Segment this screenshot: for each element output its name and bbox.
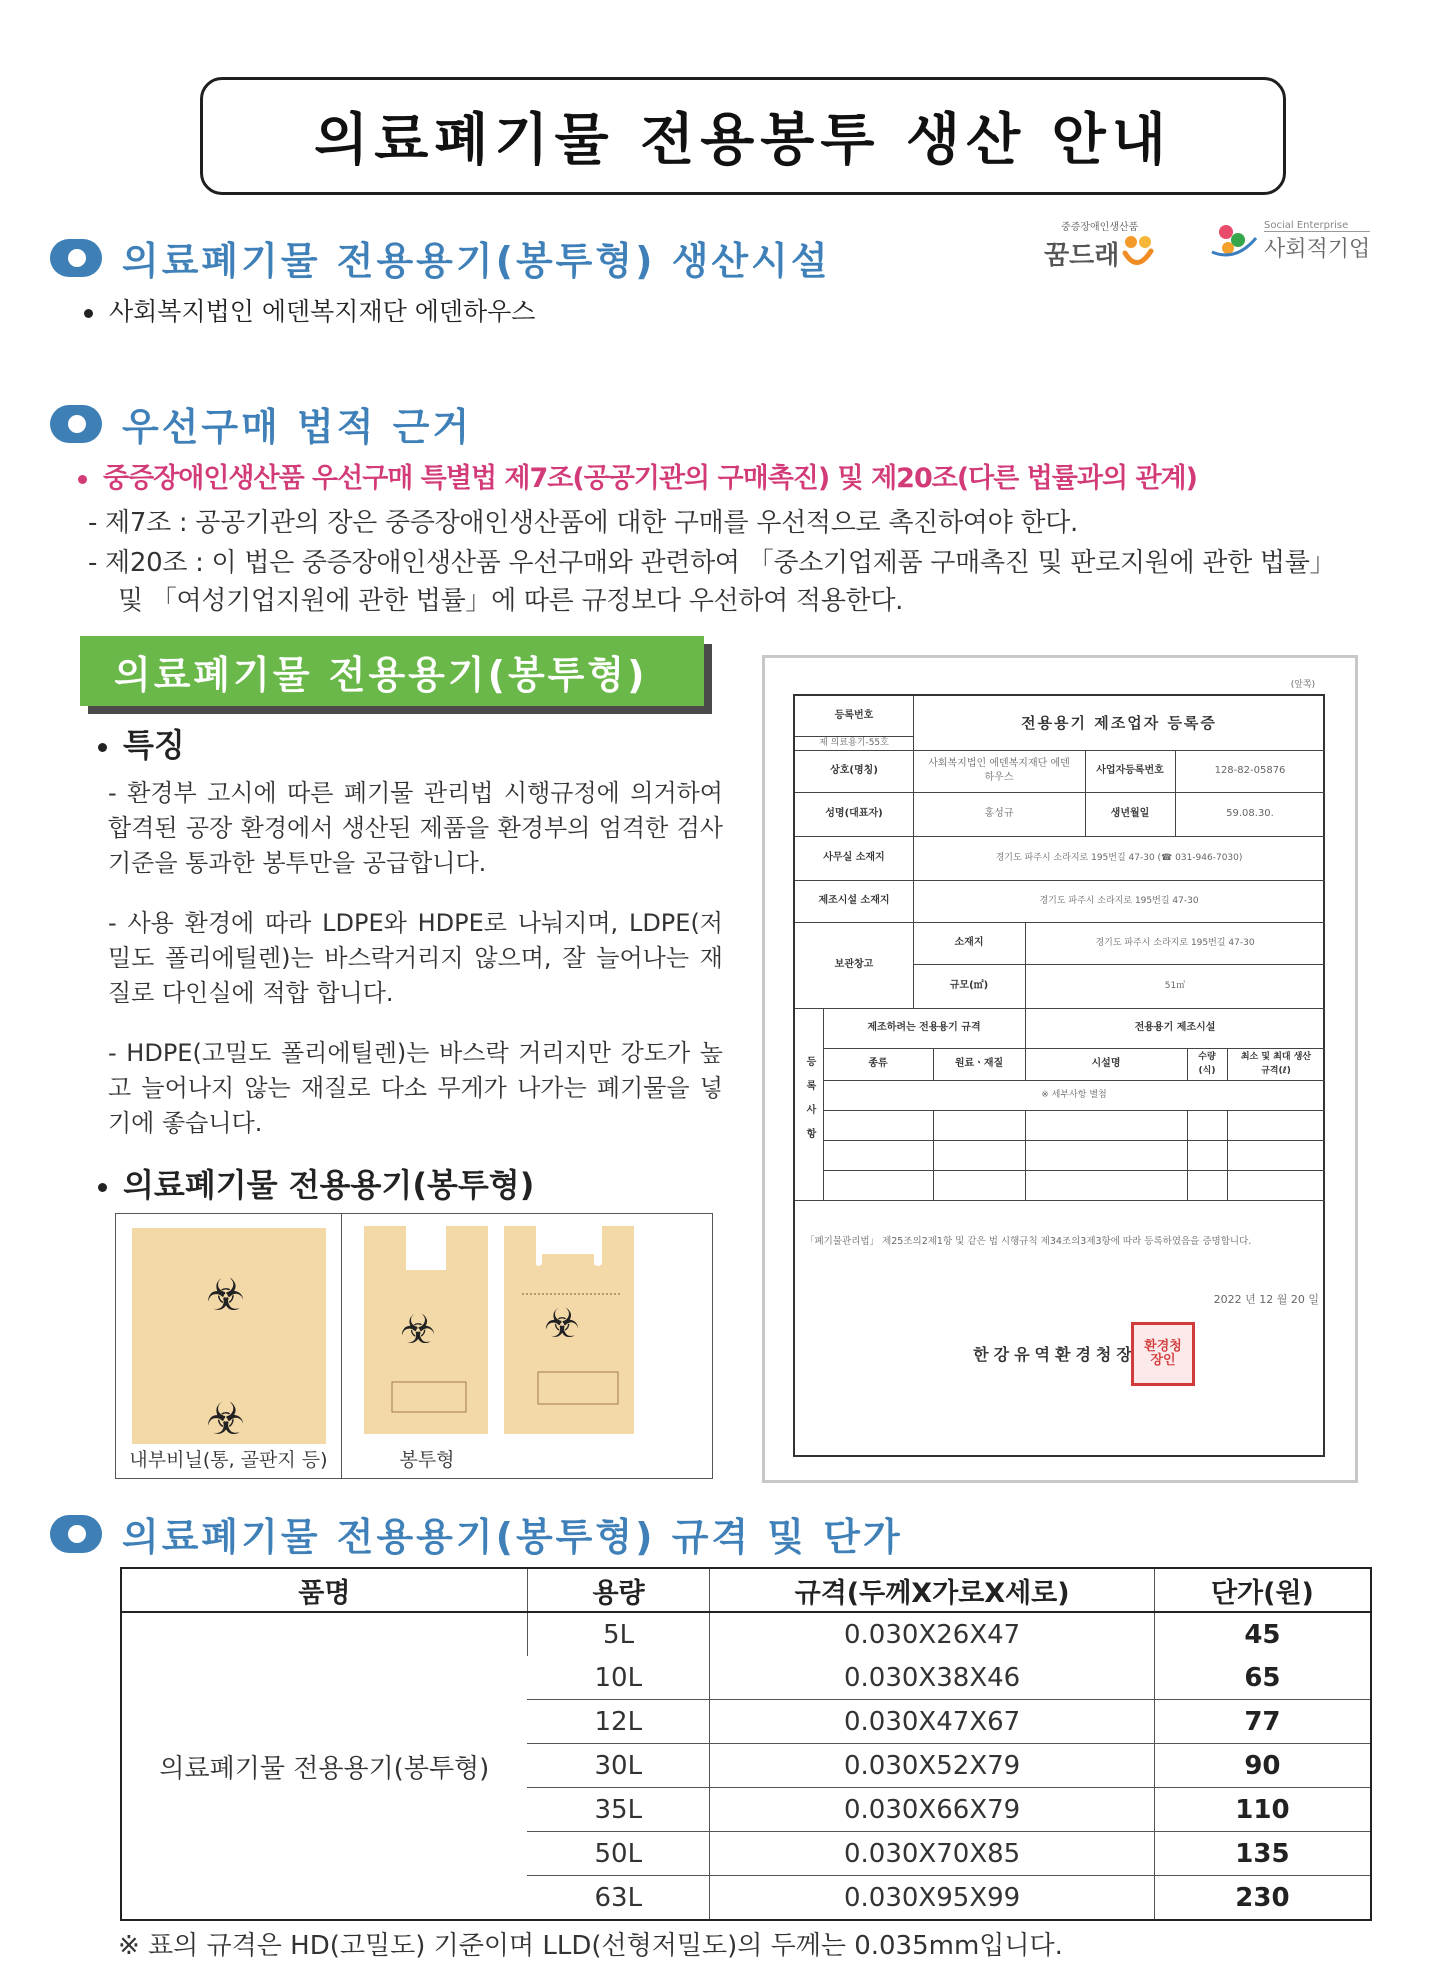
dreamdrae-sub: 중증장애인생산품 xyxy=(1061,222,1139,233)
cert-grid xyxy=(793,694,1325,1457)
cert-storage-loc-value: 경기도 파주시 소라지로 195번길 47-30 xyxy=(1095,938,1255,948)
cert-spec-label: 제조하려는 전용용기 규격 xyxy=(867,1022,981,1033)
law-heading: 우선구매 법적 근거 xyxy=(50,396,472,451)
table-row: 30L 0.030X52X79 90 xyxy=(121,1744,1371,1788)
feature-3: - HDPE(고밀도 폴리에틸렌)는 바스락 거리지만 강도가 높고 늘어나지 않는 재질로 다소 무게가 나가는 폐기물을 넣기에 좋습니다. xyxy=(108,1039,723,1137)
cert-company-value: 사회복지법인 에덴복지재단 에덴하우스 xyxy=(928,758,1070,783)
law-article-20-cont: 및 「여성기업지원에 관한 법률」에 따른 규정보다 우선하여 적용한다. xyxy=(118,586,904,616)
photo-heading: 의료폐기물 전용용기(봉투형) xyxy=(98,1160,534,1206)
facility-heading: 의료폐기물 전용용기(봉투형) 생산시설 xyxy=(50,230,831,285)
table-row: 12L 0.030X47X67 77 xyxy=(121,1700,1371,1744)
photo-inner-liner xyxy=(116,1214,342,1478)
cert-qty-label: 수량(식) xyxy=(1198,1052,1216,1076)
price-table xyxy=(120,1567,1372,1921)
cert-office-value: 경기도 파주시 소라지로 195번길 47-30 (☎ 031-946-7030) xyxy=(995,853,1243,863)
header-spec: 규격(두께X가로X세로) xyxy=(710,1568,1154,1612)
header-price: 단가(원) xyxy=(1154,1568,1371,1612)
cert-storage-size-value: 51㎡ xyxy=(1164,981,1186,991)
cert-storage-size-label: 규모(㎡) xyxy=(949,980,989,991)
social-enterprise-logo xyxy=(1206,218,1370,264)
cert-form-label: (앞쪽) xyxy=(1290,680,1316,690)
product-banner: 의료폐기물 전용용기(봉투형) xyxy=(80,636,704,706)
social-sub: Social Enterprise xyxy=(1264,220,1370,232)
photo-caption-right: 봉투형 xyxy=(399,1449,455,1471)
page-title: 의료폐기물 전용봉투 생산 안내 xyxy=(200,77,1286,195)
bullet-dot-icon xyxy=(78,475,87,484)
cert-dob-label: 생년월일 xyxy=(1110,808,1150,819)
product-name-cell: 의료폐기물 전용용기(봉투형) xyxy=(121,1612,527,1920)
header-capacity: 용량 xyxy=(527,1568,710,1612)
social-enterprise-mark-icon xyxy=(1206,218,1260,264)
cert-issuer: 한강유역환경청장 xyxy=(973,1345,1137,1364)
table-row: 10L 0.030X38X46 65 xyxy=(121,1656,1371,1700)
table-row: 의료폐기물 전용용기(봉투형) 5L 0.030X26X47 45 xyxy=(121,1612,1371,1656)
law-article-20: - 제20조 : 이 법은 중증장애인생산품 우선구매와 관련하여 「중소기업제품 구매촉진 및 판로지원에 관한 법률」 xyxy=(88,548,1336,578)
bullet-dot-icon xyxy=(98,1183,107,1192)
cert-statement: 「폐기물관리법」 제25조의2제1항 및 같은 법 시행규칙 제34조의3제3항에 따라 등록하였음을 증명합니다. xyxy=(805,1236,1252,1247)
biohazard-icon: ☣ xyxy=(544,1301,580,1347)
facility-item: 사회복지법인 에덴복지재단 에덴하우스 xyxy=(84,292,535,328)
section-bullet-icon xyxy=(50,1515,102,1553)
social-name: 사회적기업 xyxy=(1264,236,1371,262)
biohazard-icon: ☣ xyxy=(400,1307,436,1353)
cert-factory-label: 제조시설 소재지 xyxy=(818,895,890,906)
cert-material-label: 원료ㆍ재질 xyxy=(954,1058,1004,1069)
cert-biz-no-label: 사업자등록번호 xyxy=(1096,765,1164,776)
cert-facility-name-label: 시설명 xyxy=(1091,1058,1121,1069)
bag-shapes xyxy=(342,1214,712,1442)
feature-1: - 환경부 고시에 따른 폐기물 관리법 시행규정에 의거하여 합격된 공장 환경에서 생산된 제품을 환경부의 엄격한 검사기준을 통과한 봉투만을 공급합니다. xyxy=(108,779,723,877)
dreamdrae-mark-icon xyxy=(1119,233,1155,273)
cert-office-label: 사무실 소재지 xyxy=(823,852,885,863)
cert-reg-items-label: 등록사항 xyxy=(804,1056,815,1152)
cert-detail-note: ※ 세부사항 별첨 xyxy=(1041,1090,1107,1100)
law-main: 중증장애인생산품 우선구매 특별법 제7조(공공기관의 구매촉진) 및 제20조(다른 법률과의 관계) xyxy=(78,456,1197,495)
cert-kind-label: 종류 xyxy=(868,1058,888,1069)
cert-factory-value: 경기도 파주시 소라지로 195번길 47-30 xyxy=(1039,896,1199,906)
cert-storage-label: 보관창고 xyxy=(834,959,874,970)
cert-date: 2022 년 12 월 20 일 xyxy=(1213,1293,1319,1306)
biohazard-icon: ☣ xyxy=(206,1270,246,1321)
price-heading: 의료폐기물 전용용기(봉투형) 규격 및 단가 xyxy=(50,1506,903,1561)
registration-certificate xyxy=(762,655,1358,1483)
section-bullet-icon xyxy=(50,405,102,443)
cert-reg-no-value: 제 의료용기-55호 xyxy=(819,738,889,748)
law-article-7: - 제7조 : 공공기관의 장은 중증장애인생산품에 대한 구매를 우선적으로 촉진하여야 한다. xyxy=(88,508,1078,538)
official-seal-icon: 환경청장인 xyxy=(1131,1322,1195,1386)
dreamdrae-name: 꿈드래 xyxy=(1044,240,1120,271)
cert-company-label: 상호(명칭) xyxy=(830,765,878,776)
cert-name-label: 성명(대표자) xyxy=(825,808,883,819)
price-table-header xyxy=(121,1568,1371,1612)
cert-storage-loc-label: 소재지 xyxy=(954,937,984,948)
table-row: 50L 0.030X70X85 135 xyxy=(121,1832,1371,1876)
cert-biz-no-value: 128-82-05876 xyxy=(1214,765,1286,776)
cert-capacity-label: 최소 및 최대 생산 규격(ℓ) xyxy=(1240,1052,1312,1076)
section-bullet-icon xyxy=(50,239,102,277)
price-footnote: ※ 표의 규격은 HD(고밀도) 기준이며 LLD(선형저밀도)의 두께는 0.035mm입니다. xyxy=(118,1931,1063,1961)
feature-2: - 사용 환경에 따라 LDPE와 HDPE로 나눠지며, LDPE(저밀도 폴리에틸렌)는 바스락거리지 않으며, 잘 늘어나는 재질로 다인실에 적합 합니다. xyxy=(108,909,723,1007)
features-heading: 특징 xyxy=(98,720,185,766)
photo-bag-type xyxy=(342,1214,712,1478)
header-product: 품명 xyxy=(121,1568,527,1612)
cert-reg-no-label: 등록번호 xyxy=(834,710,874,721)
cert-facility-label: 전용용기 제조시설 xyxy=(1134,1022,1216,1033)
photo-caption-left: 내부비닐(통, 골판지 등) xyxy=(129,1449,328,1471)
dreamdrae-logo xyxy=(1044,218,1155,273)
bullet-dot-icon xyxy=(98,743,107,752)
product-photos xyxy=(115,1213,713,1479)
biohazard-icon: ☣ xyxy=(206,1394,246,1445)
table-row: 35L 0.030X66X79 110 xyxy=(121,1788,1371,1832)
cert-dob-value: 59.08.30. xyxy=(1226,808,1274,819)
bullet-dot-icon xyxy=(84,309,93,318)
cert-title: 전용용기 제조업자 등록증 xyxy=(1021,714,1217,732)
table-row: 63L 0.030X95X99 230 xyxy=(121,1876,1371,1921)
cert-name-value: 홍성규 xyxy=(984,808,1014,819)
